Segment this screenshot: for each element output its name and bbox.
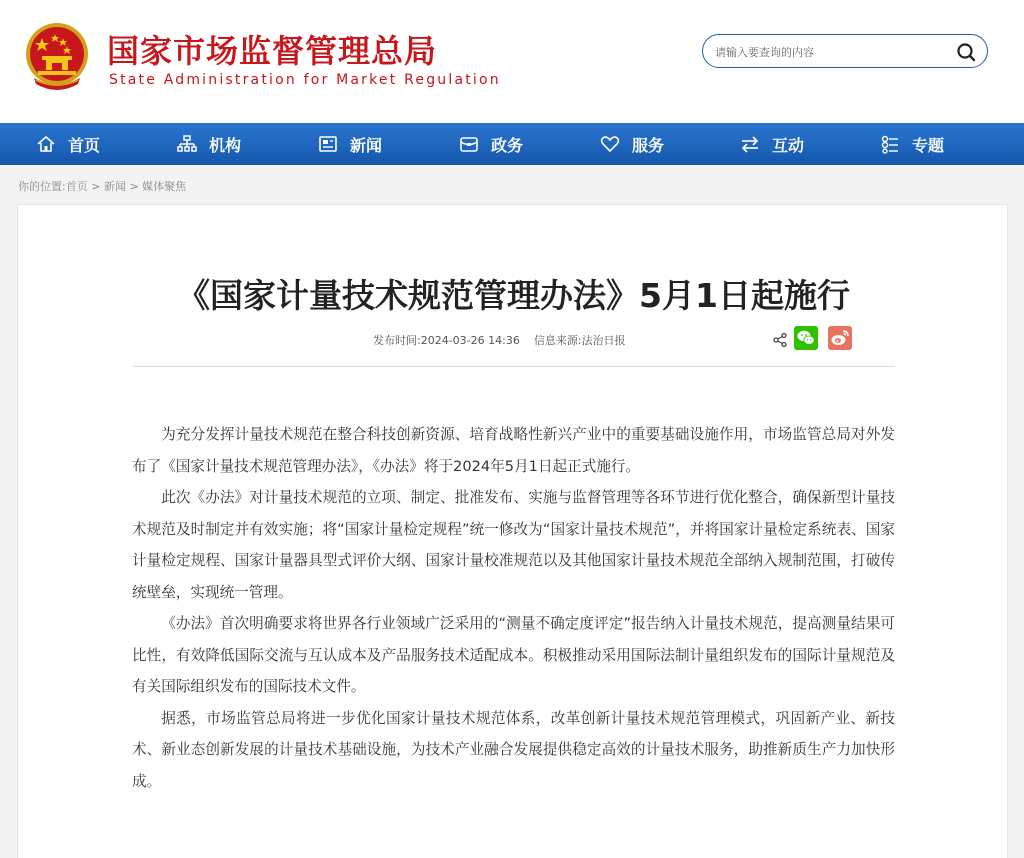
article-body [132,419,895,797]
article-paragraph: 为充分发挥计量技术规范在整合科技创新资源、培育战略性新兴产业中的重要基础设施作用，市场监管总局对外发布了《国家计量技术规范管理办法》，《办法》将于2024年5月1日起正式施行。 [132,426,895,475]
nav-item-government[interactable] [459,123,523,165]
article-title: 《国家计量技术规范管理办法》5月1日起施行 [177,276,850,315]
news-icon [318,134,338,154]
breadcrumb-media-focus[interactable]: 媒体聚焦 [142,180,187,193]
org-icon [177,134,197,154]
nav-item-org[interactable] [177,123,241,165]
breadcrumb [18,178,186,194]
heart-icon [600,134,620,154]
breadcrumb-separator: > [91,180,101,193]
nav-item-news[interactable] [318,123,382,165]
nav-label: 互动 [772,135,805,155]
nav-label: 服务 [632,135,665,155]
swap-icon [740,134,760,154]
search-icon[interactable] [955,41,977,63]
breadcrumb-news[interactable]: 新闻 [103,180,126,193]
home-icon [36,134,56,154]
topic-icon [880,134,900,154]
breadcrumb-separator: > [129,180,139,193]
site-header [0,0,1024,123]
nav-item-service[interactable] [600,123,664,165]
publish-label: 发布时间: [373,334,421,347]
divider [132,366,895,367]
article-card [17,204,1008,858]
main-nav [0,123,1024,165]
nav-item-home[interactable] [36,123,100,165]
breadcrumb-prefix: 你的位置: [18,180,66,193]
government-icon [459,134,479,154]
breadcrumb-home[interactable]: 首页 [65,180,88,193]
national-emblem-icon[interactable] [22,20,92,92]
site-subtitle: State Administration for Market Regulation [109,72,501,88]
weibo-icon[interactable] [828,326,852,350]
article-paragraph: 据悉，市场监管总局将进一步优化国家计量技术规范体系，改革创新计量技术规范管理模式，巩固新产业、新技术、新业态创新发展的计量技术基础设施，为技术产业融合发展提供稳定高效的计量技术服务，助推新质生产力加快形成。 [132,709,895,790]
nav-item-topics[interactable] [880,123,944,165]
article-paragraph: 此次《办法》对计量技术规范的立项、制定、批准发布、实施与监督管理等各环节进行优化整合，确保新型计量技术规范及时制定并有效实施；将“国家计量检定规程”统一修改为“国家计量技术规范”，并将国家计量检定系统表、国家计量检定规程、国家计量器具型式评价大纲、国家计量校准规范以及其他国家计量技术规范全部纳入规制范围，打破传统壁垒，实现统一管理。 [132,489,895,601]
source-label: 信息来源: [533,334,582,347]
nav-label: 专题 [912,135,945,155]
nav-label: 政务 [491,135,524,155]
site-title[interactable]: 国家市场监督管理总局 [107,32,438,70]
search-input[interactable] [715,41,945,63]
share-icon[interactable] [772,332,788,348]
nav-item-interaction[interactable] [740,123,804,165]
article-meta [373,332,626,348]
source-value: 法治日报 [581,334,626,347]
wechat-icon[interactable] [794,326,818,350]
publish-time: 2024-03-26 14:36 [420,334,520,347]
article-paragraph: 《办法》首次明确要求将世界各行业领域广泛采用的“测量不确定度评定”报告纳入计量技术规范，提高测量结果可比性，有效降低国际交流与互认成本及产品服务技术适配成本。积极推动采用国际法制计量组织发布的国际计量规范及有关国际组织发布的国际技术文件。 [132,615,895,695]
nav-label: 新闻 [350,135,383,155]
nav-label: 机构 [209,135,242,155]
nav-label: 首页 [68,135,101,155]
search-box [702,34,988,68]
